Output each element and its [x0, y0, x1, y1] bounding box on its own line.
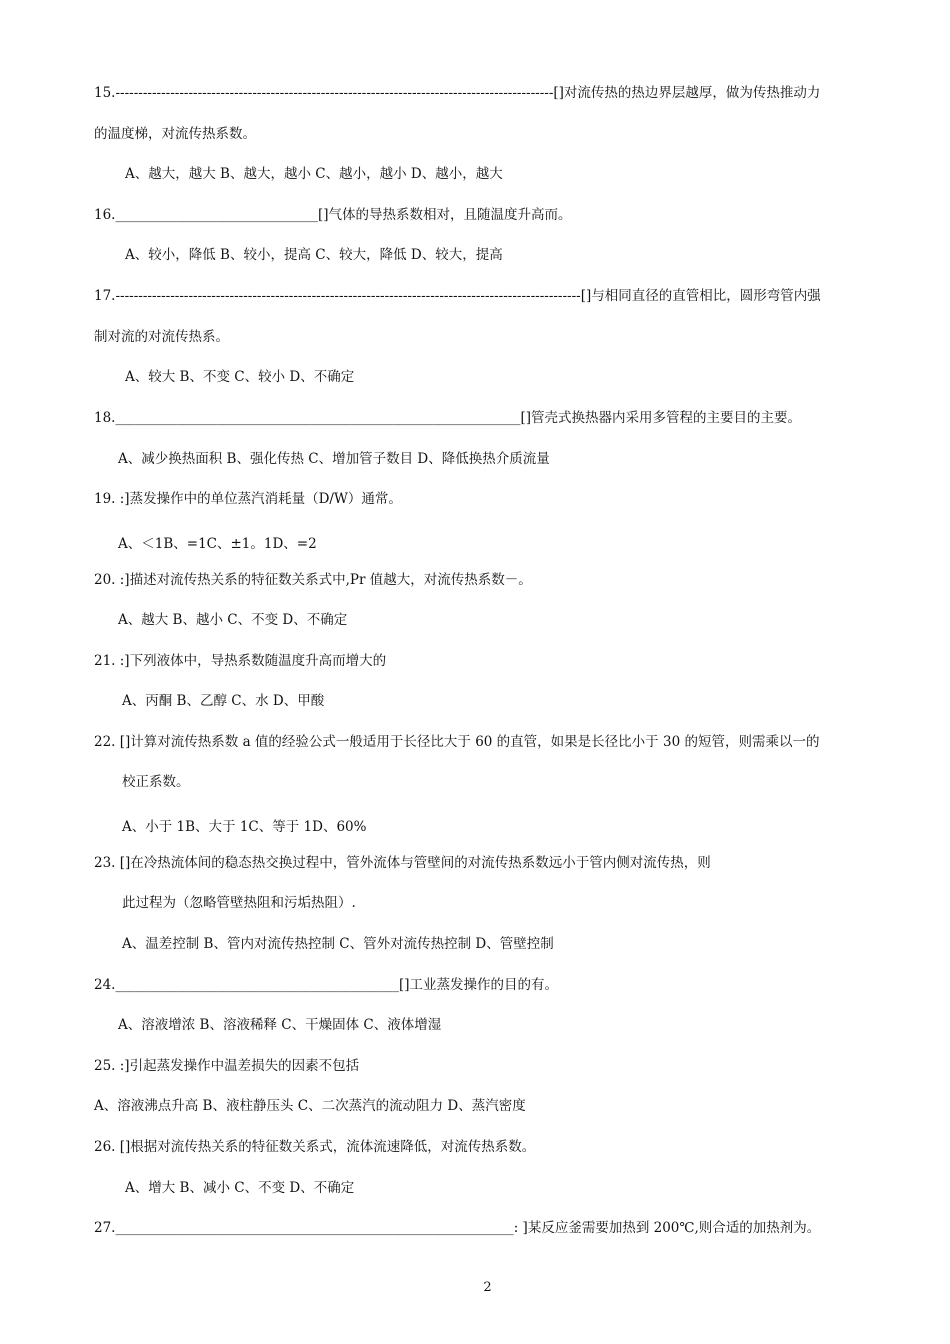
- q26-options: A、增大 B、减小 C、不变 D、不确定: [125, 1180, 355, 1196]
- q20-options: A、越大 B、越小 C、不变 D、不确定: [118, 612, 348, 628]
- q15-stem: 15.------------------------------------------------------------------------------------------------[]对流传热的热边界层越厚，做为传热推动力: [94, 85, 821, 101]
- q23-options: A、温差控制 B、管内对流传热控制 C、管外对流传热控制 D、管壁控制: [122, 936, 554, 952]
- q19-stem: 19. :]蒸发操作中的单位蒸汽消耗量（D/W）通常。: [94, 491, 402, 507]
- q25-stem: 25. :]引起蒸发操作中温差损失的因素不包括: [94, 1058, 360, 1074]
- q22-stem: 22. []计算对流传热系数 a 值的经验公式一般适用于长径比大于 60 的直管，如果是长径比小于 30 的短管，则需乘以一的: [94, 734, 820, 750]
- q25-options: A、溶液沸点升高 B、液柱静压头 C、二次蒸汽的流动阻力 D、蒸汽密度: [94, 1098, 526, 1114]
- q17-options: A、较大 B、不变 C、较小 D、不确定: [125, 369, 355, 385]
- q27-stem: 27.___________________________________________________________: ]某反应釜需要加热到 200℃,则合适的加热剂为。: [94, 1220, 821, 1236]
- q24-options: A、溶液增浓 B、溶液稀释 C、干燥固体 C、液体增湿: [118, 1017, 442, 1033]
- q16-stem: 16.______________________________[]气体的导热系数相对，且随温度升高而。: [94, 207, 572, 223]
- q26-stem: 26. []根据对流传热关系的特征数关系式，流体流速降低，对流传热系数。: [94, 1139, 536, 1155]
- q22-stem-cont: 校正系数。: [122, 774, 190, 790]
- q23-stem: 23. []在冷热流体间的稳态热交换过程中，管外流体与管壁间的对流传热系数远小于管内侧对流传热，则: [94, 855, 711, 871]
- q23-stem-cont: 此过程为（忽略管壁热阻和污垢热阻）.: [122, 895, 356, 911]
- q19-options: A、＜1B、=1C、±1。1D、=2: [118, 536, 317, 552]
- q22-options: A、小于 1B、大于 1C、等于 1D、60%: [122, 819, 367, 835]
- q17-stem: 17.------------------------------------------------------------------------------------------------------[]与相同直径的直管相比，圆形弯管内强: [94, 288, 821, 304]
- q17-stem-cont: 制对流的对流传热系。: [94, 329, 229, 345]
- q15-stem-cont: 的温度梯，对流传热系数。: [94, 126, 256, 142]
- q20-stem: 20. :]描述对流传热关系的特征数关系式中,Pr 值越大，对流传热系数－。: [94, 572, 532, 588]
- q21-stem: 21. :]下列液体中，导热系数随温度升高而增大的: [94, 653, 387, 669]
- q18-stem: 18.____________________________________________________________[]管壳式换热器内采用多管程的主要目的主要。: [94, 410, 802, 426]
- q21-options: A、丙酮 B、乙醇 C、水 D、甲酸: [122, 693, 325, 709]
- page-number: 2: [483, 1280, 492, 1295]
- q18-options: A、减少换热面积 B、强化传热 C、增加管子数目 D、降低换热介质流量: [118, 451, 550, 467]
- q16-options: A、较小，降低 B、较小，提高 C、较大，降低 D、较大，提高: [125, 247, 503, 263]
- q24-stem: 24.__________________________________________[]工业蒸发操作的目的有。: [94, 977, 559, 993]
- q15-options: A、越大，越大 B、越大，越小 C、越小，越小 D、越小，越大: [125, 166, 503, 182]
